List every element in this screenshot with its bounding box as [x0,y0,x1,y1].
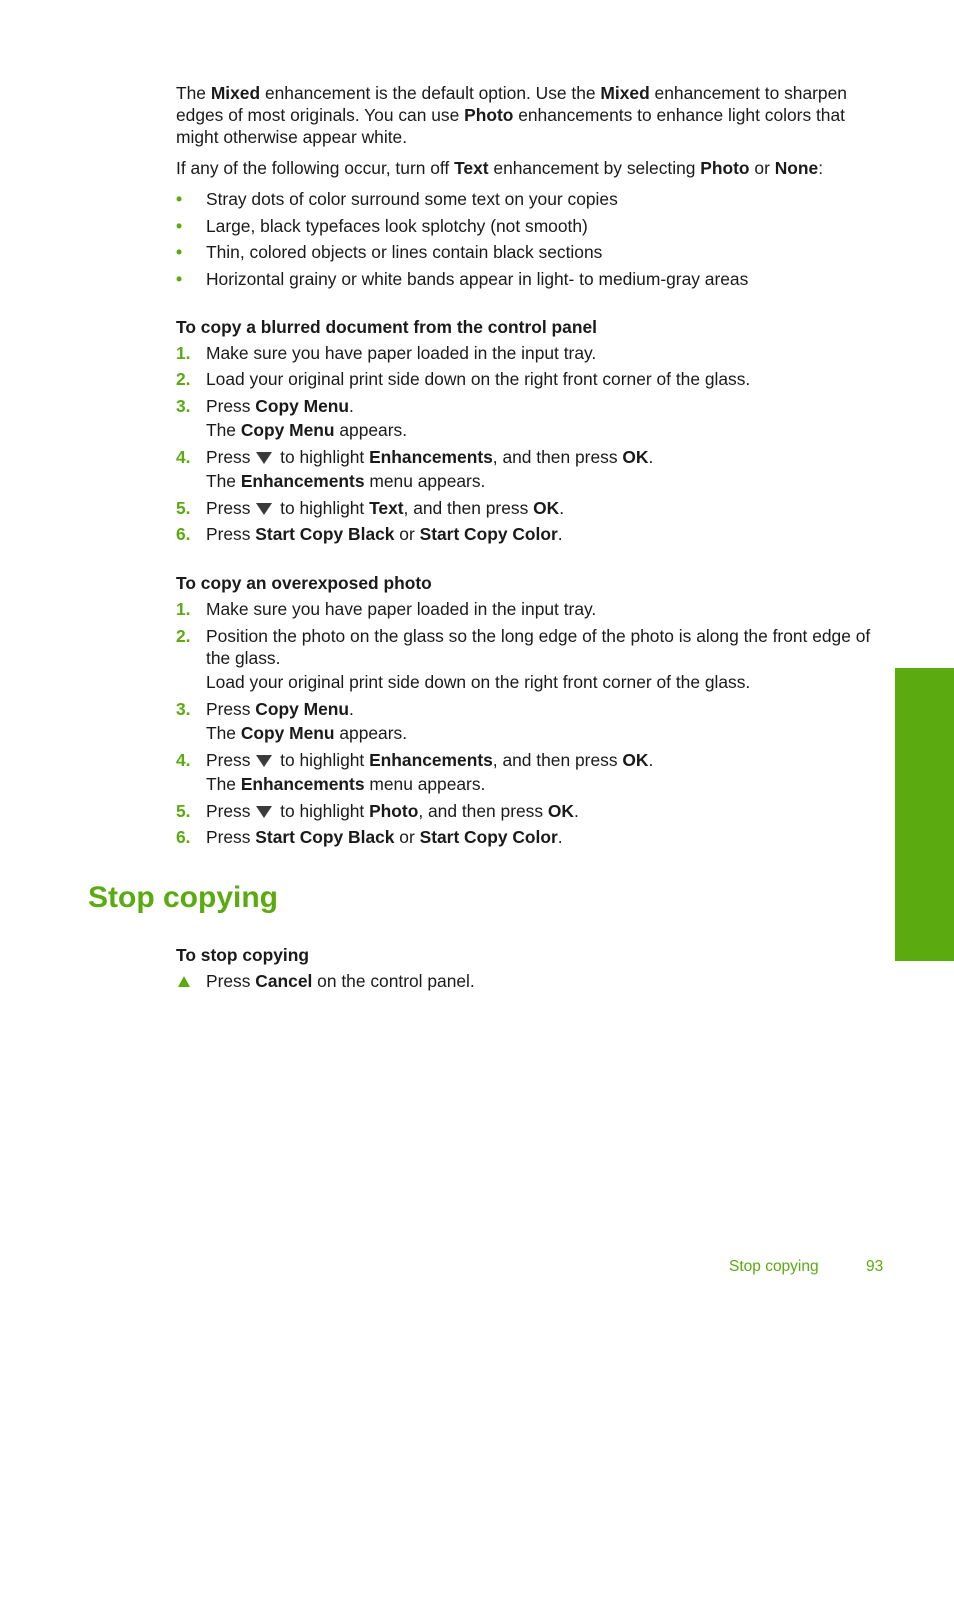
bullet-marker: • [176,215,183,236]
down-arrow-icon [256,755,272,767]
intro-paragraph-1: The Mixed enhancement is the default option. Use the Mixed enhancement to sharpen edges of most originals. You can use Photo enhancements to enhance light colors that might otherwise appear white. [176,83,847,147]
stop-copying-procedure [176,944,888,992]
bullet-marker: • [176,242,183,262]
procedure-steps-blurred [176,342,888,546]
procedure-title-overexposed: To copy an overexposed photo [176,573,432,593]
procedure-steps-overexposed [176,598,888,848]
step-item: 2. Load your original print side down on the right front corner of the glass. [176,369,751,389]
procedure-title-blurred: To copy a blurred document from the control panel [176,316,597,337]
page-number: 93 [866,1258,884,1275]
chapter-side-tab [895,668,954,1598]
symptom-list [176,188,888,290]
step-item: 1. Make sure you have paper loaded in the input tray. [176,599,597,619]
bullet-marker: • [176,189,183,209]
step-item: 3. Press Copy Menu. The Copy Menu appears. [176,698,408,743]
side-tab-label: Copy [919,1563,935,1598]
step-item: Press Cancel on the control panel. [176,970,888,992]
section-title: Stop copying [88,881,278,914]
step-item: 4. Press to highlight Enhancements, and then press OK. The Enhancements menu appears. [176,749,654,794]
main-content [176,82,888,875]
down-arrow-icon [256,806,272,818]
down-arrow-icon [256,452,272,464]
list-item: • Large, black typefaces look splotchy (not smooth) [176,215,588,236]
footer-section-title: Stop copying [729,1258,819,1275]
step-item: 5. Press to highlight Text, and then press OK. [176,497,565,518]
list-item: • Thin, colored objects or lines contain black sections [176,242,603,262]
list-item: • Stray dots of color surround some text on your copies [176,189,618,209]
step-item: 2. Position the photo on the glass so the long edge of the photo is along the front edge of the glass. Load your original print side down on the right front corner of the glass. [176,625,871,692]
intro-paragraph-2: If any of the following occur, turn off Text enhancement by selecting Photo or None: [176,158,824,178]
procedure-title-stop: To stop copying [176,945,309,965]
bullet-marker: • [176,268,183,289]
step-item: 1. Make sure you have paper loaded in the input tray. [176,342,597,363]
step-item: 5. Press to highlight Photo, and then press OK. [176,800,579,821]
step-item: 3. Press Copy Menu. The Copy Menu appears. [176,395,408,440]
step-item: 6. Press Start Copy Black or Start Copy Color. [176,827,563,847]
list-item: • Horizontal grainy or white bands appear in light- to medium-gray areas [176,268,749,289]
down-arrow-icon [256,503,272,515]
up-triangle-icon [178,976,190,987]
step-item: 6. Press Start Copy Black or Start Copy Color. [176,524,563,544]
step-item: 4. Press to highlight Enhancements, and then press OK. The Enhancements menu appears. [176,446,654,491]
